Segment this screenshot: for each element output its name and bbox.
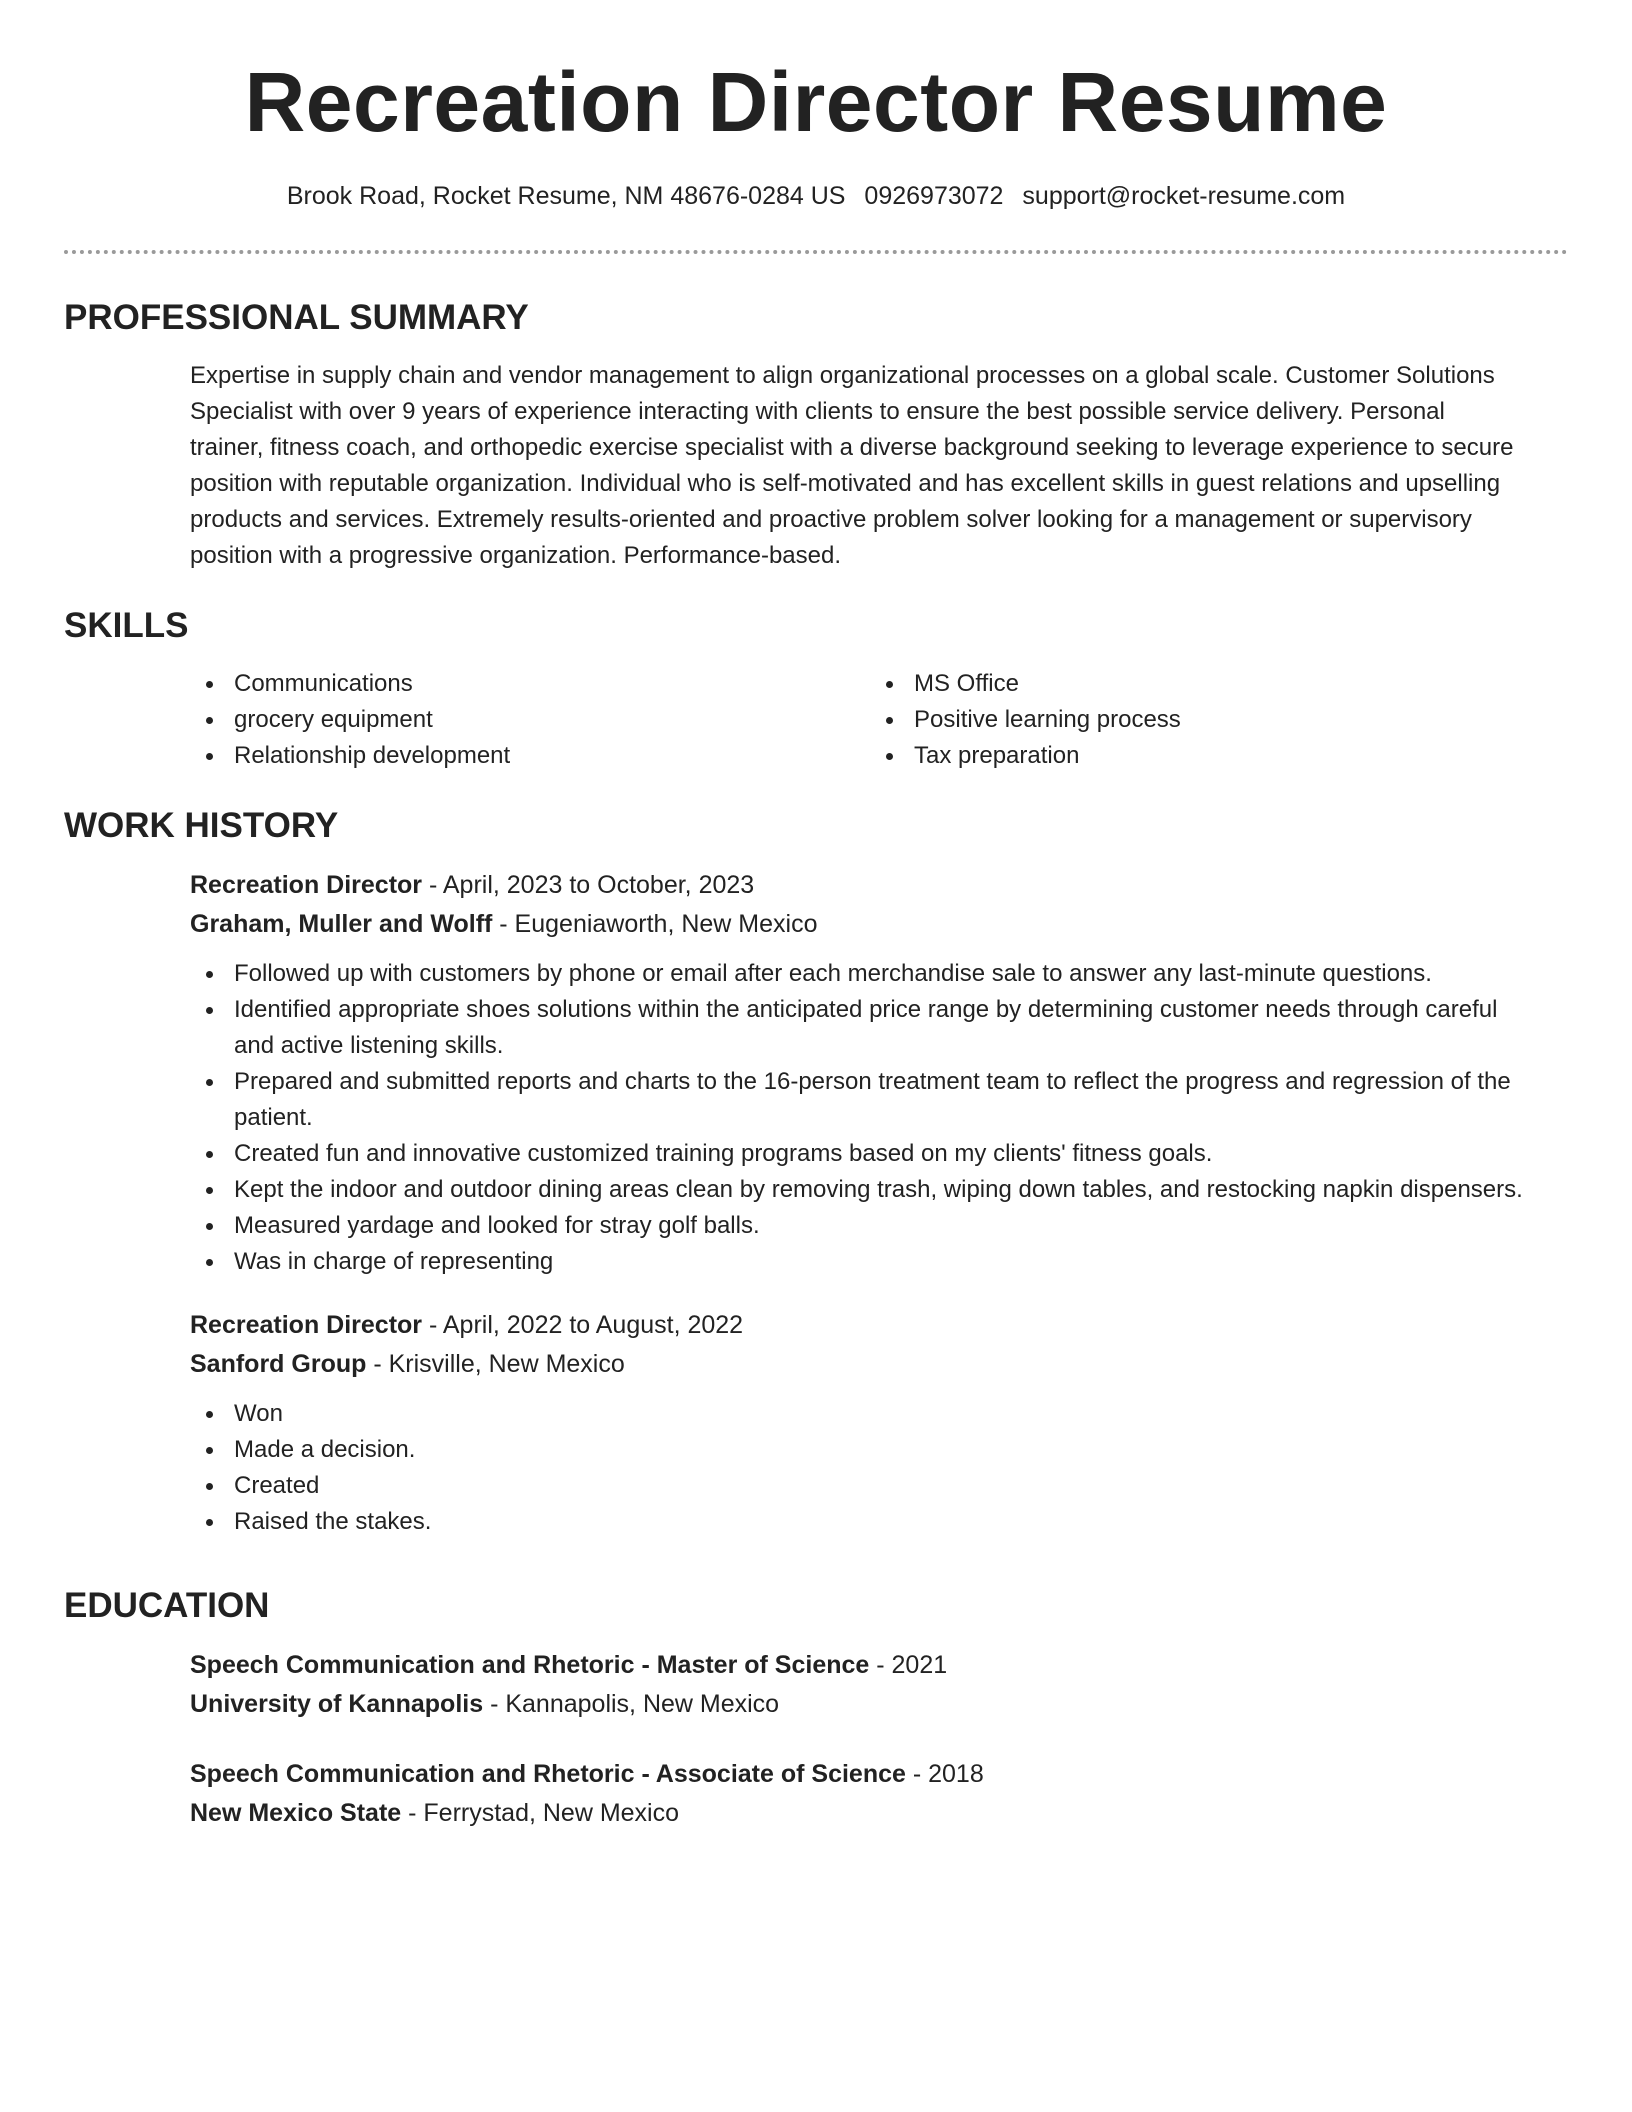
summary-line: position with reputable organization. Individual who is self-motivated and has excellent skills in guest relations and upselling [190,470,1501,497]
summary-text [190,358,1568,574]
resume-title: Recreation Director Resume [244,55,1388,149]
job-role: Recreation Director [190,1311,423,1339]
skills-column-left [190,666,870,774]
job-role: Recreation Director [190,871,423,899]
school-location: - Kannapolis, New Mexico [483,1690,780,1718]
job-company: Sanford Group [190,1350,367,1378]
job-company: Graham, Muller and Wolff [190,910,493,938]
skills-column-right [870,666,1550,774]
job-bullet: Prepared and submitted reports and charts to the 16-person treatment team to reflect the progress and regression of the patient. [190,1064,1568,1136]
job-entry [190,1306,1568,1540]
bullet-icon [206,1223,213,1230]
skill-item: MS Office [870,666,1550,702]
skill-item: Tax preparation [870,738,1550,774]
degree-line [190,1646,1568,1685]
bullet-icon [206,1259,213,1266]
job-bullet: Created fun and innovative customized training programs based on my clients' fitness goals. [190,1136,1568,1172]
job-bullet: Created [190,1468,1568,1504]
bullet-icon [206,1007,213,1014]
bullet-icon [206,1411,213,1418]
summary-line: position with a progressive organization. Performance-based. [190,542,842,569]
job-bullets [190,1396,1568,1540]
job-dates: - April, 2023 to October, 2023 [422,871,755,899]
job-bullet: Raised the stakes. [190,1504,1568,1540]
education-entry [190,1755,1568,1833]
job-location: - Krisville, New Mexico [366,1350,625,1378]
school-name: University of Kannapolis [190,1690,484,1718]
education-heading: EDUCATION [64,1586,270,1625]
job-bullet: Was in charge of representing [190,1244,1568,1280]
bullet-icon [206,1187,213,1194]
bullet-icon [206,753,213,760]
job-bullet: Measured yardage and looked for stray golf balls. [190,1208,1568,1244]
job-bullet: Identified appropriate shoes solutions within the anticipated price range by determining customer needs through careful and active listening skills. [190,992,1568,1064]
job-dates: - April, 2022 to August, 2022 [422,1311,744,1339]
degree-name: Speech Communication and Rhetoric - Master of Science [190,1651,870,1679]
school-line [190,1685,1568,1724]
skills-grid [190,666,1568,774]
bullet-icon [886,681,893,688]
bullet-icon [206,1079,213,1086]
bullet-icon [206,1151,213,1158]
summary-line: products and services. Extremely results-oriented and proactive problem solver looking for a management or supervisory [190,506,1472,533]
contact-email: support@rocket-resume.com [1022,182,1346,210]
job-company-line [190,1345,1568,1384]
job-bullet: Made a decision. [190,1432,1568,1468]
bullet-icon [206,1483,213,1490]
job-entry [190,866,1568,1280]
skill-item: Relationship development [190,738,870,774]
education-entry [190,1646,1568,1724]
summary-line: Specialist with over 9 years of experience interacting with clients to ensure the best possible service delivery. Personal [190,398,1445,425]
bullet-icon [886,753,893,760]
degree-year: - 2021 [869,1651,948,1679]
job-bullet: Kept the indoor and outdoor dining areas clean by removing trash, wiping down tables, and restocking napkin dispensers. [190,1172,1568,1208]
bullet-icon [206,681,213,688]
skill-item: Positive learning process [870,702,1550,738]
skills-heading: SKILLS [64,606,189,645]
header-divider [64,250,1568,254]
job-location: - Eugeniaworth, New Mexico [492,910,818,938]
work-section [64,804,1568,1540]
contact-phone: 0926973072 [864,182,1004,210]
skills-section [64,604,1568,774]
job-bullets [190,956,1568,1280]
contact-address: Brook Road, Rocket Resume, NM 48676-0284 US [286,182,846,210]
contact-line [0,180,1632,212]
job-bullet: Won [190,1396,1568,1432]
degree-name: Speech Communication and Rhetoric - Associate of Science [190,1760,906,1788]
school-name: New Mexico State [190,1799,402,1827]
job-title-line [190,1306,1568,1345]
summary-line: trainer, fitness coach, and orthopedic exercise specialist with a diverse background seeking to leverage experience to secure [190,434,1514,461]
summary-heading: PROFESSIONAL SUMMARY [64,298,529,337]
education-section [64,1584,1568,1833]
school-location: - Ferrystad, New Mexico [401,1799,680,1827]
school-line [190,1794,1568,1833]
job-bullet: Followed up with customers by phone or email after each merchandise sale to answer any last-minute questions. [190,956,1568,992]
skill-item: Communications [190,666,870,702]
job-title-line [190,866,1568,905]
bullet-icon [886,717,893,724]
bullet-icon [206,1519,213,1526]
job-company-line [190,905,1568,944]
bullet-icon [206,1447,213,1454]
skill-item: grocery equipment [190,702,870,738]
bullet-icon [206,971,213,978]
degree-year: - 2018 [905,1760,984,1788]
bullet-icon [206,717,213,724]
work-heading: WORK HISTORY [64,806,339,845]
degree-line [190,1755,1568,1794]
summary-section [64,296,1568,574]
summary-line: Expertise in supply chain and vendor management to align organizational processes on a global scale. Customer Solutions [190,362,1495,389]
